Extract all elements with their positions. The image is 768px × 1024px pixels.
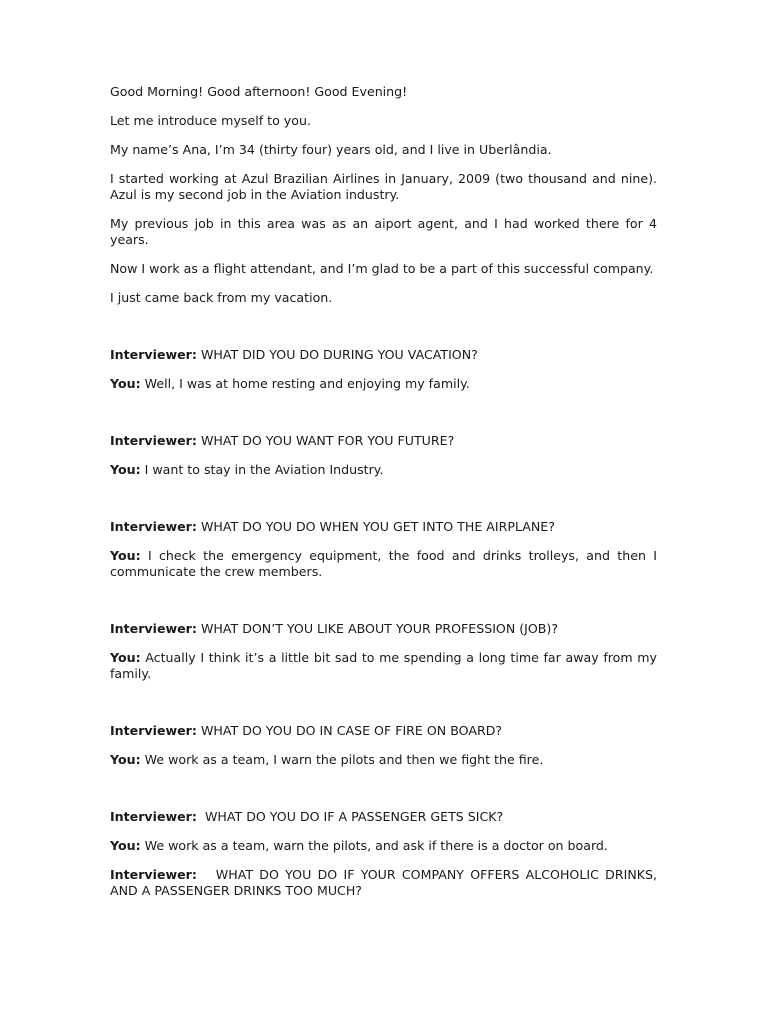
you-label: You: <box>110 752 141 767</box>
you-answer <box>110 548 657 580</box>
answer-text: Well, I was at home resting and enjoying my family. <box>144 376 470 391</box>
vacation-line: I just came back from my vacation. <box>110 290 333 305</box>
you-label: You: <box>110 650 141 665</box>
interviewer-label: Interviewer: <box>110 723 197 738</box>
interviewer-question <box>110 723 657 739</box>
interviewer-question <box>110 519 657 535</box>
answer-text: I check the emergency equipment, the food and drinks trolleys, and then I communicate the crew members. <box>110 548 657 579</box>
job-start-paragraph: I started working at Azul Brazilian Airlines in January, 2009 (two thousand and nine). Azul is my second job in the Aviation industry. <box>110 171 657 202</box>
interviewer-question <box>110 433 657 449</box>
spacer <box>110 491 657 519</box>
interviewer-question <box>110 809 657 825</box>
current-job-paragraph: Now I work as a flight attendant, and I’m glad to be a part of this successful company. <box>110 261 654 276</box>
question-text: WHAT DO YOU DO IN CASE OF FIRE ON BOARD? <box>200 723 503 738</box>
interviewer-label: Interviewer: <box>110 867 197 882</box>
spacer <box>110 593 657 621</box>
intro-line: Let me introduce myself to you. <box>110 113 311 128</box>
answer-text: We work as a team, warn the pilots, and ask if there is a doctor on board. <box>144 838 608 853</box>
question-text: WHAT DO YOU DO IF YOUR COMPANY OFFERS ALCOHOLIC DRINKS, AND A PASSENGER DRINKS TOO MUCH? <box>110 867 657 898</box>
you-label: You: <box>110 838 141 853</box>
answer-text: I want to stay in the Aviation Industry. <box>144 462 384 477</box>
document-page <box>110 84 657 912</box>
spacer <box>110 405 657 433</box>
question-text: WHAT DO YOU DO IF A PASSENGER GETS SICK? <box>204 809 504 824</box>
answer-text: Actually I think it’s a little bit sad to me spending a long time far away from my family. <box>110 650 657 681</box>
greeting-line: Good Morning! Good afternoon! Good Evening! <box>110 84 408 99</box>
interviewer-question <box>110 621 657 637</box>
you-label: You: <box>110 376 141 391</box>
you-label: You: <box>110 462 141 477</box>
previous-job-paragraph: My previous job in this area was as an aiport agent, and I had worked there for 4 years. <box>110 216 657 247</box>
question-text: WHAT DON’T YOU LIKE ABOUT YOUR PROFESSION (JOB)? <box>200 621 559 636</box>
you-answer <box>110 650 657 682</box>
name-line: My name’s Ana, I’m 34 (thirty four) years old, and I live in Uberlândia. <box>110 142 552 157</box>
interviewer-label: Interviewer: <box>110 433 197 448</box>
question-text: WHAT DID YOU DO DURING YOU VACATION? <box>200 347 478 362</box>
you-answer <box>110 838 657 854</box>
you-answer <box>110 752 657 768</box>
interviewer-label: Interviewer: <box>110 519 197 534</box>
you-label: You: <box>110 548 141 563</box>
interviewer-label: Interviewer: <box>110 621 197 636</box>
spacer <box>110 781 657 809</box>
spacer <box>110 319 657 347</box>
interviewer-label: Interviewer: <box>110 347 197 362</box>
answer-text: We work as a team, I warn the pilots and then we fight the fire. <box>144 752 544 767</box>
you-answer <box>110 462 657 478</box>
you-answer <box>110 376 657 392</box>
interviewer-label: Interviewer: <box>110 809 197 824</box>
spacer <box>110 695 657 723</box>
question-text: WHAT DO YOU DO WHEN YOU GET INTO THE AIRPLANE? <box>200 519 555 534</box>
question-text: WHAT DO YOU WANT FOR YOU FUTURE? <box>200 433 455 448</box>
interviewer-question <box>110 347 657 363</box>
interviewer-question <box>110 867 657 899</box>
